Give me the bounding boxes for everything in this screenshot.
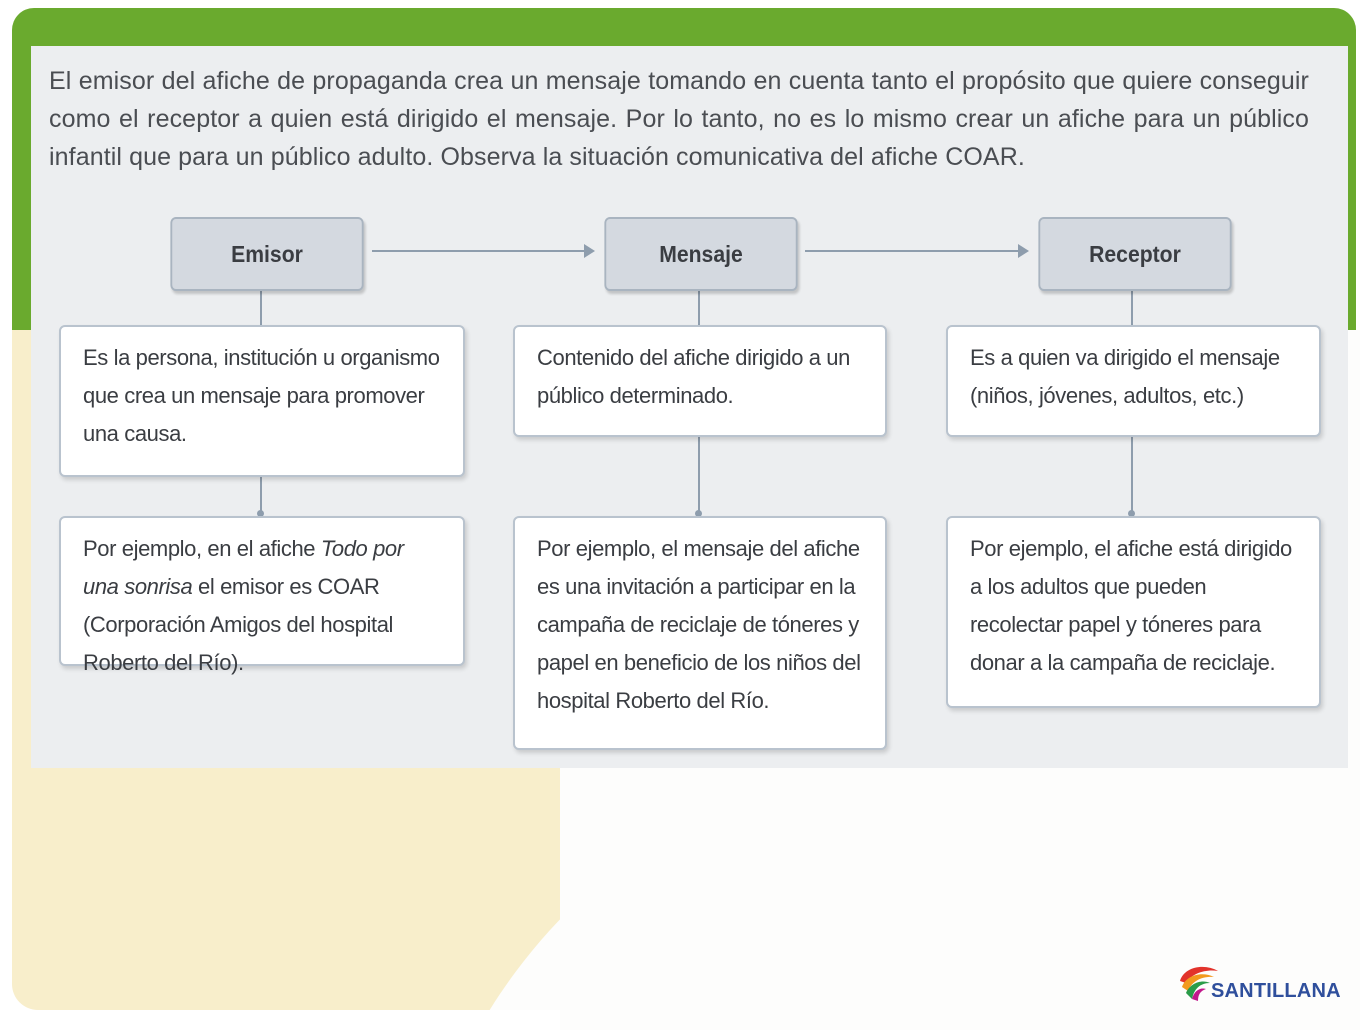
- arrowhead-icon: [1018, 244, 1029, 258]
- emisor-example-start: Por ejemplo, en el afiche: [83, 536, 321, 561]
- receptor-definition: Es a quien va dirigido el mensaje (niños, jóvenes, adultos, etc.): [970, 345, 1280, 408]
- connector-mensaje-1: [698, 290, 700, 326]
- connector-emisor-2: [260, 476, 262, 514]
- emisor-definition: Es la persona, institución u organismo que crea un mensaje para promover una causa.: [83, 345, 440, 446]
- mensaje-definition: Contenido del afiche dirigido a un público determinado.: [537, 345, 850, 408]
- connector-receptor-2: [1131, 437, 1133, 514]
- emisor-example-end: el emisor es COAR (Corporación Amigos del hospital Roberto del Río).: [83, 574, 394, 675]
- emisor-header: Emisor: [170, 217, 363, 291]
- arrow-emisor-to-mensaje: [372, 250, 584, 252]
- mensaje-definition-card: [513, 325, 887, 437]
- poster-title: Todo por una sonrisa: [83, 536, 404, 599]
- connector-emisor-1: [260, 290, 262, 326]
- connector-mensaje-2: [698, 437, 700, 514]
- receptor-example: Por ejemplo, el afiche está dirigido a los adultos que pueden recolectar papel y tóneres para donar a la campaña de reciclaje.: [970, 536, 1292, 675]
- receptor-example-card: [946, 516, 1321, 708]
- arrowhead-icon: [584, 244, 595, 258]
- emisor-example-card: [59, 516, 465, 675]
- mensaje-example-card: [513, 516, 887, 750]
- emisor-example: [83, 530, 441, 682]
- arrow-mensaje-to-receptor: [805, 250, 1018, 252]
- emisor-definition-card: [59, 325, 465, 477]
- receptor-header: Receptor: [1038, 217, 1231, 291]
- receptor-definition-card: [946, 325, 1321, 437]
- connector-receptor-1: [1131, 290, 1133, 326]
- mensaje-example: Por ejemplo, el mensaje del afiche es una invitación a participar en la campaña de reciclaje de tóneres y papel en beneficio de los niños del hospital Roberto del Río.: [537, 536, 861, 713]
- santillana-logo-text: SANTILLANA: [1211, 980, 1341, 1002]
- intro-paragraph: El emisor del afiche de propaganda crea un mensaje tomando en cuenta tanto el propósito que quiere conseguir como el receptor a quien está dirigido el mensaje. Por lo tanto, no es lo mismo crear un afiche para un público infantil que para un público adulto. Observa la situación comunicativa del afiche COAR.: [49, 67, 1309, 171]
- mensaje-header: Mensaje: [604, 217, 797, 291]
